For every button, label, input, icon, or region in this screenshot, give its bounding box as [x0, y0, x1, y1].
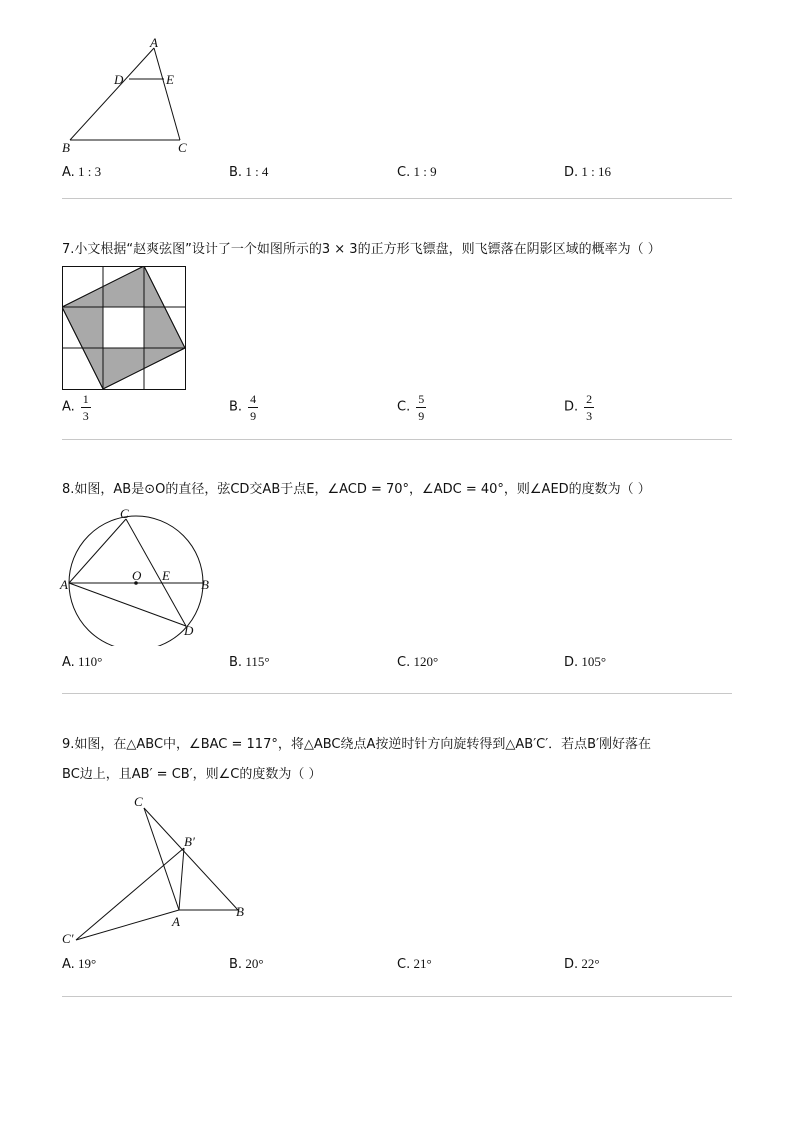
label-a: A — [150, 35, 158, 50]
label-b: B — [201, 577, 209, 592]
q7-question-text: 7.小文根据“赵爽弦图”设计了一个如图所示的3 × 3的正方形飞镖盘，则飞镖落在阴影区域的概率为（ ） — [62, 242, 661, 257]
label-a: A — [172, 914, 180, 929]
q8-option-b[interactable]: B. 115° — [229, 654, 270, 670]
q7-option-d[interactable]: D. $\frac{2}{3}$ — [564, 392, 593, 423]
divider — [62, 693, 732, 694]
label-b: B — [62, 140, 70, 155]
q9-option-d[interactable]: D. 22° — [564, 956, 600, 972]
label-d: D — [114, 72, 124, 87]
q6-option-a[interactable]: A. 1 : 3 — [62, 164, 102, 180]
divider — [62, 198, 732, 199]
label-a: A — [60, 577, 68, 592]
divider — [62, 439, 732, 440]
label-e: E — [166, 72, 174, 87]
q6-option-d[interactable]: D. 1 : 16 — [564, 164, 612, 180]
q9-question-text-line2: BC边上，且AB′ = CB′，则∠C的度数为（ ） — [62, 767, 322, 782]
label-o: O — [132, 568, 142, 583]
label-c: C — [134, 794, 143, 809]
q8-option-c[interactable]: C. 120° — [397, 654, 439, 670]
label-b-prime: B′ — [184, 834, 195, 849]
q9-question-text-line1: 9.如图，在△ABC中，∠BAC = 117°，将△ABC绕点A按逆时针方向旋转得到△AB′C′．若点B′刚好落在 — [62, 737, 652, 752]
q8-option-a[interactable]: A. 110° — [62, 654, 103, 670]
q7-option-a[interactable]: A. $\frac{1}{3}$ — [62, 392, 89, 423]
label-d: D — [184, 623, 194, 638]
q7-option-c[interactable]: C. $\frac{5}{9}$ — [397, 392, 425, 423]
label-e: E — [162, 568, 170, 583]
q8-question-text: 8.如图，AB是⊙O的直径，弦CD交AB于点E，∠ACD = 70°，∠ADC = 40°，则∠AED的度数为（ ） — [62, 482, 651, 497]
circle-o-figure — [58, 504, 218, 646]
q6-option-c[interactable]: C. 1 : 9 — [397, 164, 437, 180]
q7-option-b[interactable]: B. $\frac{4}{9}$ — [229, 392, 257, 423]
triangle-abc-figure — [58, 34, 198, 156]
q9-option-c[interactable]: C. 21° — [397, 956, 432, 972]
rotated-triangle-figure — [58, 790, 258, 950]
q9-option-b[interactable]: B. 20° — [229, 956, 264, 972]
label-c: C — [120, 506, 129, 521]
label-c-prime: C′ — [62, 931, 74, 946]
label-b: B — [236, 904, 244, 919]
dartboard-grid-figure — [62, 266, 188, 392]
q6-option-b[interactable]: B. 1 : 4 — [229, 164, 269, 180]
divider — [62, 996, 732, 997]
q8-option-d[interactable]: D. 105° — [564, 654, 607, 670]
q9-option-a[interactable]: A. 19° — [62, 956, 97, 972]
label-c: C — [178, 140, 187, 155]
